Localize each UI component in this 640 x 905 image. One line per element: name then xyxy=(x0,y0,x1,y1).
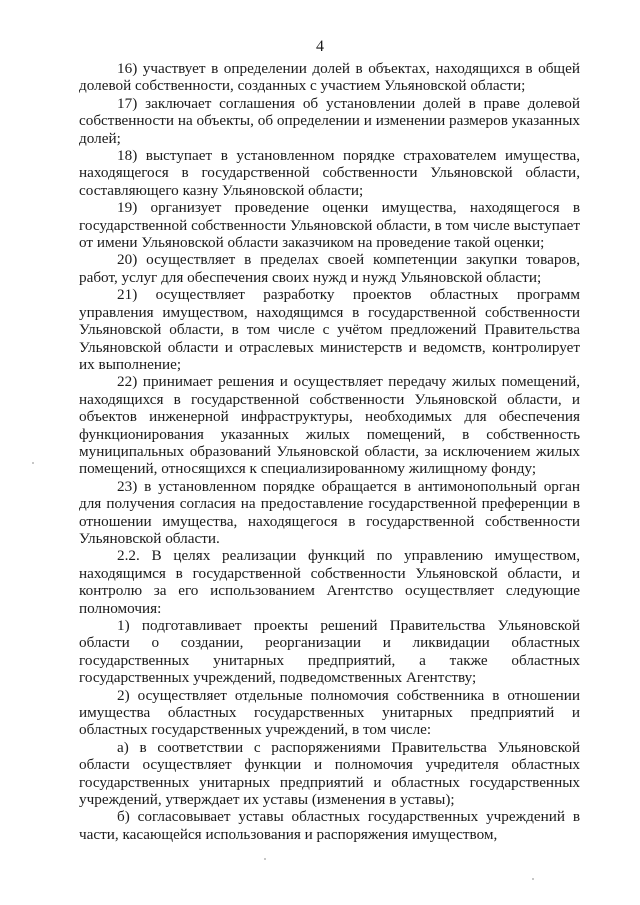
paragraph-item-23: 23) в установленном порядке обращается в антимонопольный орган для получения согласия на предоставление государственной преференции в отношении имущества, находящегося в государственной собственности Ульяновской области. xyxy=(79,477,580,547)
paragraph-subitem-1: 1) подготавливает проекты решений Правительства Ульяновской области о создании, реорганизации и ликвидации областных государственных унитарных предприятий, а также областных государственных учреждений, подведомственных Агентству; xyxy=(79,617,580,687)
paragraph-subitem-b: б) согласовывает уставы областных государственных учреждений в части, касающейся использования и распоряжения имуществом, xyxy=(79,808,580,843)
scan-speck xyxy=(32,462,34,464)
paragraph-subitem-2: 2) осуществляет отдельные полномочия собственника в отношении имущества областных государственных унитарных предприятий и областных государственных учреждений, в том числе: xyxy=(79,686,580,739)
paragraph-item-16: 16) участвует в определении долей в объектах, находящихся в общей долевой собственности, созданных с участием Ульяновской области; xyxy=(79,60,580,95)
paragraph-item-20: 20) осуществляет в пределах своей компетенции закупки товаров, работ, услуг для обеспечения своих нужд и нужд Ульяновской области; xyxy=(79,251,580,286)
paragraph-item-17: 17) заключает соглашения об установлении долей в праве долевой собственности на объекты, об определении и изменении размеров указанных долей; xyxy=(79,94,580,147)
paragraph-item-21: 21) осуществляет разработку проектов областных программ управления имуществом, находящимся в государственной собственности Ульяновской области, в том числе с учётом предложений Правительства Ульяновской области и отраслевых министерств и ведомств, контролирует их выполнение; xyxy=(79,286,580,373)
document-body xyxy=(79,60,580,843)
paragraph-item-18: 18) выступает в установленном порядке страхователем имущества, находящегося в государственной собственности Ульяновской области, составляющего казну Ульяновской области; xyxy=(79,147,580,199)
paragraph-item-22: 22) принимает решения и осуществляет передачу жилых помещений, находящихся в государственной собственности Ульяновской области, и объектов инженерной инфраструктуры, необходимых для обеспечения функционирования указанных жилых помещений, в собственность муниципальных образований Ульяновской области, за исключением жилых помещений, относящихся к специализированному жилищному фонду; xyxy=(79,373,580,478)
scan-speck xyxy=(264,858,266,860)
paragraph-subitem-a: а) в соответствии с распоряжениями Правительства Ульяновской области осуществляет функции и полномочия учредителя областных государственных унитарных предприятий и областных государственных учреждений, утверждает их уставы (изменения в уставы); xyxy=(79,738,580,809)
paragraph-item-19: 19) организует проведение оценки имущества, находящегося в государственной собственности Ульяновской области, в том числе выступает от имени Ульяновской области заказчиком на проведение такой оценки; xyxy=(79,199,580,252)
page-number: 4 xyxy=(316,38,324,55)
paragraph-section-2-2: 2.2. В целях реализации функций по управлению имуществом, находящимся в государственной собственности Ульяновской области, и контролю за его использованием Агентство осуществляет следующие полномочия: xyxy=(79,547,580,617)
scan-speck xyxy=(532,878,534,880)
